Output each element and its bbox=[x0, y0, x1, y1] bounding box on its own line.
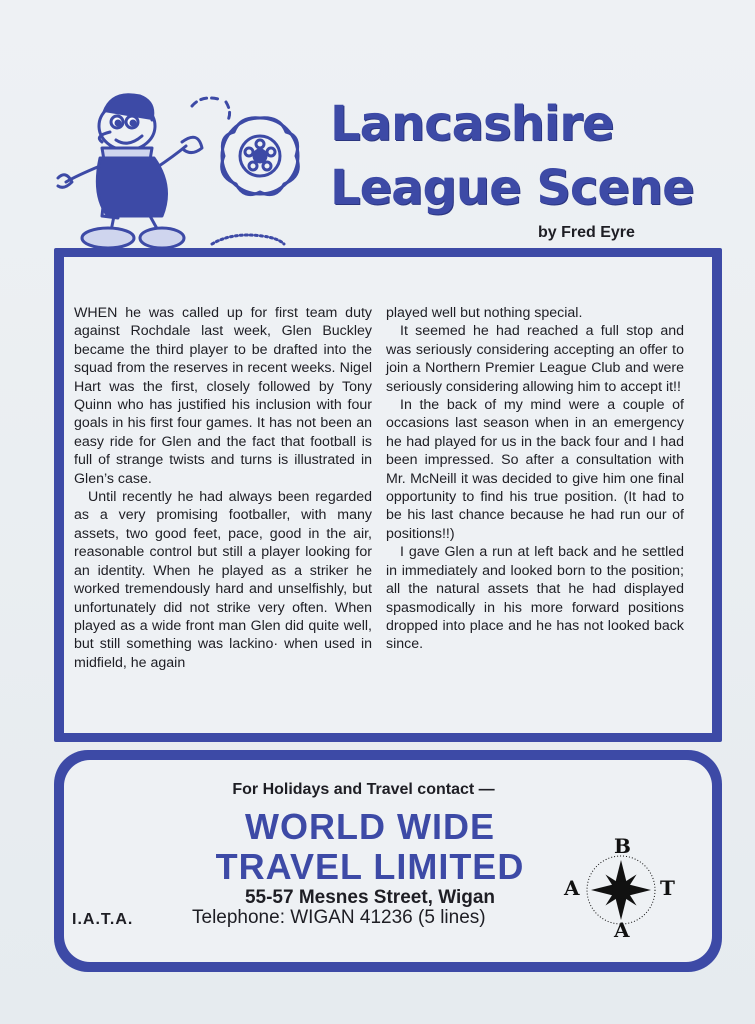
company-address: 55-57 Mesnes Street, Wigan bbox=[244, 887, 496, 908]
abta-letter-b: B bbox=[614, 834, 631, 858]
paragraph: WHEN he was called up for first team duty against Rochdale last week, Glen Buckley became the third player to be drafted into the squad from the reserves in recent weeks. Nigel Hart was the first, closely followed by Tony Quinn who has justified his inclusion with four goals in his first four games. It has not been an easy ride for Glen and the fact that football is full of strange twists and turns is illustrated in Glen’s case. bbox=[74, 305, 372, 487]
page-title bbox=[330, 92, 740, 220]
advert-intro bbox=[0, 781, 755, 799]
byline: by Fred Eyre bbox=[538, 224, 635, 241]
abta-letter-t: T bbox=[660, 876, 675, 900]
paragraph: played well but nothing special. bbox=[386, 305, 583, 321]
abta-letter-a-left: A bbox=[564, 876, 580, 900]
company-name-line-1: WORLD WIDE bbox=[245, 806, 495, 847]
company-telephone: Telephone: WIGAN 41236 (5 lines) bbox=[192, 907, 486, 928]
article-column-2 bbox=[386, 304, 684, 654]
iata-label: I.A.T.A. bbox=[72, 911, 134, 928]
paragraph: Until recently he had always been regarded as a very promising footballer, with many assets, two good feet, pace, good in the air, reasonable control but still a player looking for an identity. When he played as a striker he worked tremendously hard and unselfishly, but unfortunately did not strike very often. When played as a wide front man Glen did quite well, but still something was lackino· when used in midfield, he again bbox=[74, 489, 372, 671]
title-line-2: League Scene bbox=[330, 160, 694, 216]
advert-intro-text: For Holidays and Travel contact — bbox=[232, 781, 495, 798]
cartoon-mascot-icon bbox=[52, 86, 302, 256]
abta-letter-a-bottom: A bbox=[614, 918, 630, 942]
title-line-1: Lancashire bbox=[330, 96, 614, 152]
abta-star-logo-icon bbox=[564, 834, 676, 942]
paragraph: It seemed he had reached a full stop and was seriously considering accepting an offer to join a Northern Premier League Club and were seriously considering allowing him to accept it!! bbox=[386, 323, 684, 395]
paragraph: I gave Glen a run at left back and he settled in immediately and looked born to the position; all the natural assets that he had displayed spasmodically in his more forward positions dropped into place and he has not looked back since. bbox=[386, 544, 684, 653]
company-name-line-2: TRAVEL LIMITED bbox=[215, 846, 525, 887]
paragraph: In the back of my mind were a couple of occasions last season when in an emergency he had played for us in the back four and I had been impressed. So after a consultation with Mr. McNeill it was decided to give him one final opportunity to find his true position. (It had to be his last chance because he had run our of positions!!) bbox=[386, 397, 684, 542]
article-column-1 bbox=[74, 304, 372, 672]
